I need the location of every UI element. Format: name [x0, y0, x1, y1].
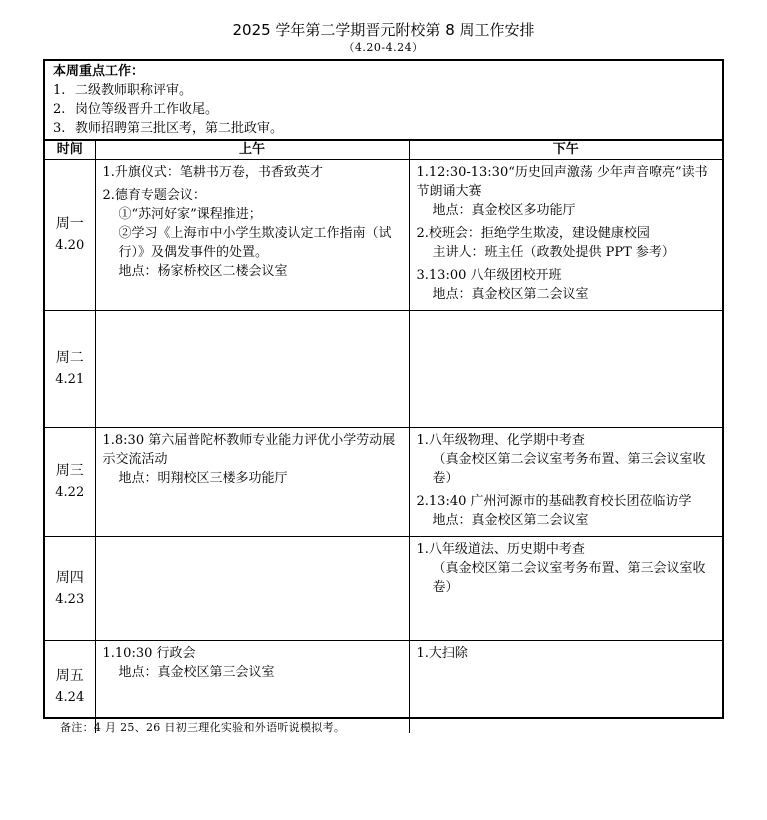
focus-item-text: 二级教师职称评审。: [75, 83, 193, 98]
schedule-entry: [103, 163, 405, 182]
date-label: 4.20: [55, 238, 85, 253]
entry-detail: 地点：真金校区第二会议室: [432, 287, 589, 302]
afternoon-cell: [409, 160, 722, 311]
entry-text: 2.德育专题会议：: [102, 188, 206, 203]
table-row: [45, 311, 722, 428]
morning-cell: [95, 311, 409, 428]
focus-item-text: 教师招聘第三批区考，第二批政审。: [75, 121, 284, 136]
date-label: 4.23: [55, 591, 85, 607]
entry-detail: ②学习《上海市中小学生欺凌认定工作指南（试行）》及偶发事件的处置。: [118, 226, 392, 260]
focus-item-number: 1.: [53, 83, 66, 98]
weekly-focus-section: [45, 61, 722, 140]
afternoon-cell: [409, 537, 722, 641]
entry-detail: 地点：真金校区多功能厅: [432, 203, 576, 218]
focus-item-text: 岗位等级晋升工作收尾。: [75, 102, 219, 117]
entry-detail: ①“苏河好家”课程推进；: [118, 207, 262, 222]
schedule-table: [45, 140, 722, 733]
schedule-entry: [417, 266, 719, 304]
schedule-entry: [417, 644, 719, 663]
morning-cell: [95, 160, 409, 311]
table-row: [45, 160, 722, 311]
focus-item-number: 2.: [53, 102, 66, 117]
day-label: 周一: [55, 216, 84, 232]
entry-text: 2.校班会：拒绝学生欺凌，建设健康校园: [416, 226, 650, 241]
column-header-time: 时间: [45, 141, 95, 160]
focus-item: [53, 119, 722, 138]
entry-detail: 主讲人：班主任（政教处提供 PPT 参考）: [432, 245, 675, 260]
day-cell: [45, 428, 95, 537]
afternoon-cell: [409, 641, 722, 733]
focus-item: [53, 81, 722, 100]
column-header-am: 上午: [95, 141, 409, 160]
entry-text: 1.大扫除: [416, 646, 468, 661]
page-title: 2025 学年第二学期晋元附校第 8 周工作安排: [232, 21, 535, 39]
entry-detail: 地点：杨家桥校区二楼会议室: [118, 264, 288, 279]
entry-detail: 地点：明翔校区三楼多功能厅: [118, 471, 288, 486]
schedule-entry: [103, 431, 405, 488]
weekly-focus-heading: 本周重点工作：: [53, 64, 145, 79]
day-cell: [45, 537, 95, 641]
date-label: 4.21: [55, 372, 85, 387]
entry-text: 1.8:30 第六届普陀杯教师专业能力评优小学劳动展示交流活动: [102, 433, 396, 467]
schedule-entry: [103, 644, 405, 682]
date-label: 4.22: [55, 485, 85, 500]
day-cell: [45, 311, 95, 428]
morning-cell: [95, 537, 409, 641]
table-header-row: [45, 141, 722, 160]
entry-text: 2.13:40 广州河源市的基础教育校长团莅临访学: [416, 494, 692, 509]
entry-text: 1.12:30-13:30“历史回声激荡 少年声音嘹亮”读书节朗诵大赛: [416, 165, 708, 199]
entry-text: 1.八年级物理、化学期中考查: [416, 433, 585, 448]
entry-detail: （真金校区第二会议室考务布置、第三会议室收卷）: [432, 452, 706, 486]
focus-item: [53, 100, 722, 119]
day-label: 周二: [55, 350, 84, 366]
day-label: 周四: [55, 569, 84, 586]
afternoon-cell: [409, 311, 722, 428]
entry-text: 1.10:30 行政会: [102, 646, 196, 661]
entry-detail: （真金校区第二会议室考务布置、第三会议室收卷）: [432, 561, 706, 595]
date-label: 4.24: [55, 689, 85, 705]
entry-text: 3.13:00 八年级团校开班: [416, 268, 562, 283]
schedule-entry: [417, 540, 719, 597]
column-header-pm: 下午: [409, 141, 722, 160]
entry-detail: 地点：真金校区第三会议室: [118, 665, 275, 680]
day-cell: [45, 160, 95, 311]
day-cell: [45, 641, 95, 733]
morning-cell: [95, 428, 409, 537]
table-row: [45, 428, 722, 537]
schedule-entry: [417, 431, 719, 488]
entry-text: 1.升旗仪式：笔耕书万卷，书香致英才: [102, 165, 323, 180]
schedule-entry: [417, 163, 719, 220]
date-range: （4.20-4.24）: [343, 41, 424, 54]
day-label: 周三: [55, 463, 84, 479]
table-row: [45, 537, 722, 641]
schedule-frame: [43, 59, 724, 719]
morning-cell: [95, 641, 409, 733]
schedule-entry: [103, 186, 405, 281]
footnote: 备注：4 月 25、26 日初三理化实验和外语听说模拟考。: [60, 721, 346, 734]
schedule-entry: [417, 492, 719, 530]
entry-text: 1.八年级道法、历史期中考查: [416, 542, 585, 557]
focus-item-number: 3.: [53, 121, 66, 136]
schedule-entry: [417, 224, 719, 262]
table-row: [45, 641, 722, 733]
afternoon-cell: [409, 428, 722, 537]
day-label: 周五: [55, 667, 84, 684]
entry-detail: 地点：真金校区第二会议室: [432, 513, 589, 528]
